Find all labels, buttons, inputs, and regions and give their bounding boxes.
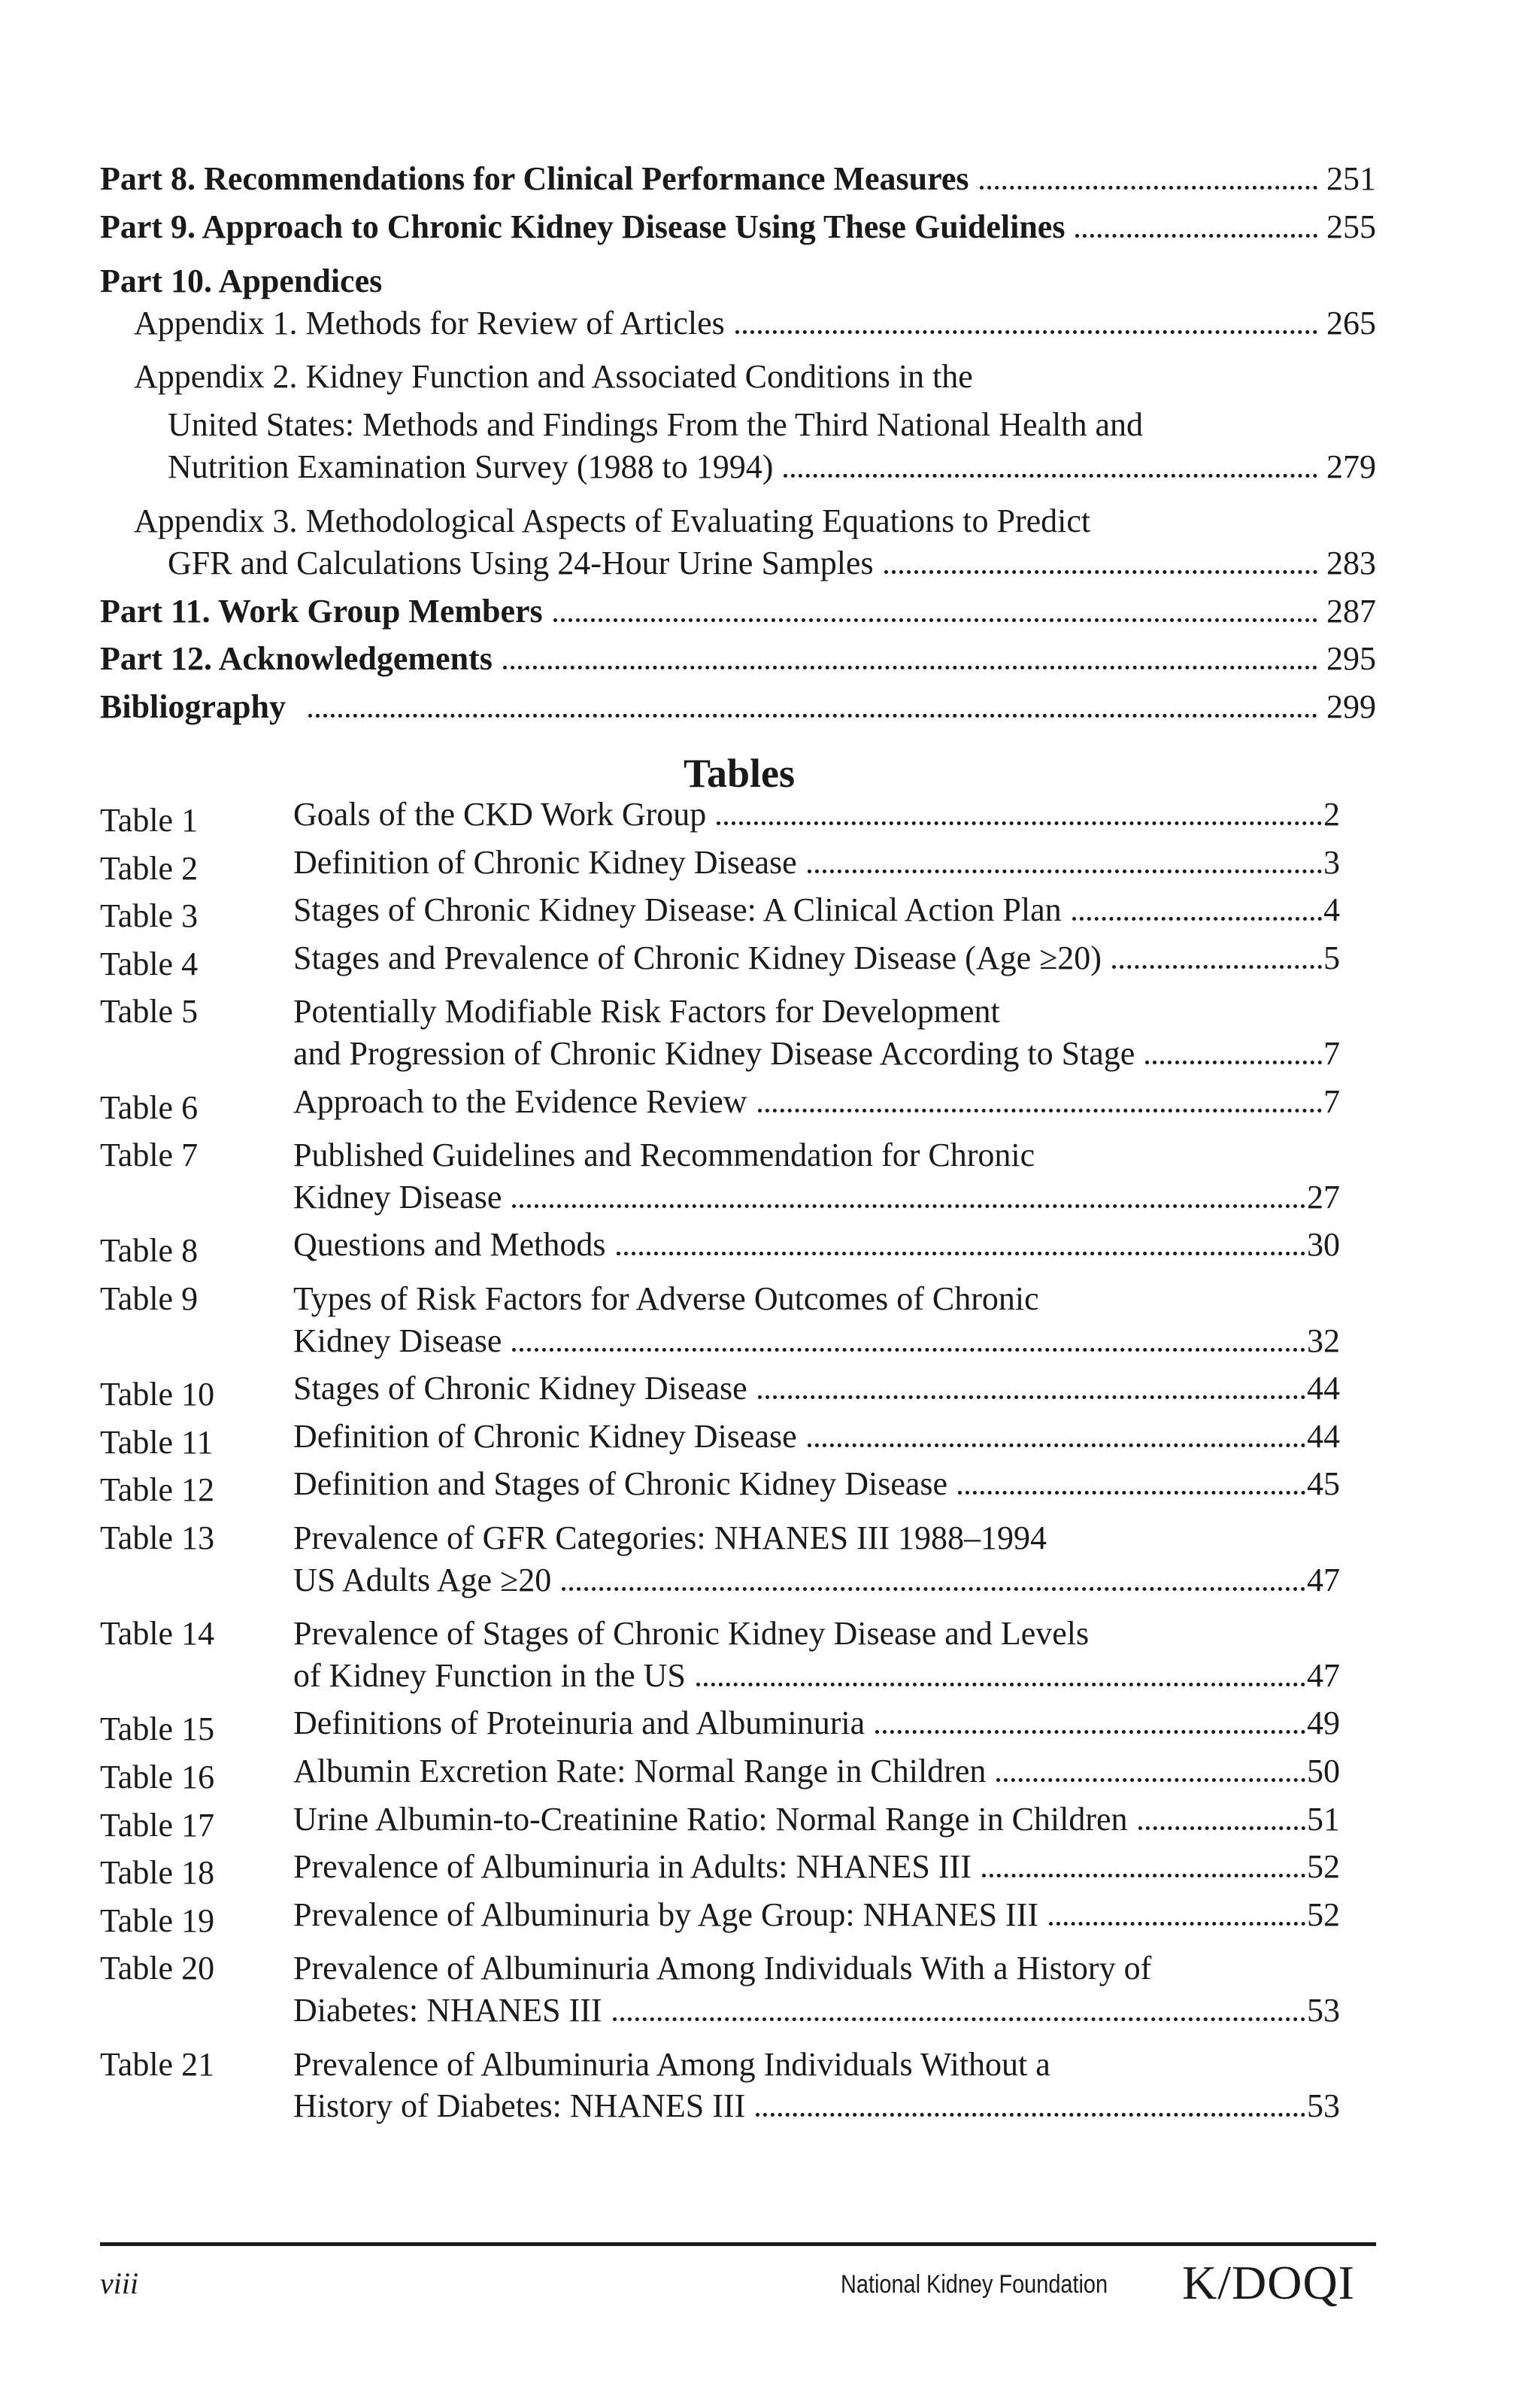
table-page-number: 32 [1307,1322,1340,1359]
table-entry [293,1801,1340,1850]
table-entry [293,1993,1340,2041]
toc-page-number: 251 [1326,160,1376,197]
toc-entry-label: Appendix 1. Methods for Review of Articles [134,307,735,340]
table-page-number: 4 [1323,891,1340,929]
table-title: Urine Albumin-to-Creatinine Ratio: Normal Range in Children [293,1803,1138,1836]
table-number: Table 19 [100,1902,215,1939]
toc-page-number: 279 [1326,448,1376,485]
table-title-line: Prevalence of GFR Categories: NHANES III 1988–1994 [293,1519,1047,1556]
table-page-number: 5 [1323,939,1340,976]
table-title-line: Prevalence of Albuminuria Among Individuals Without a [293,2045,1050,2083]
table-number: Table 21 [100,2045,215,2083]
table-title: Approach to the Evidence Review [293,1085,758,1119]
dot-leader [1075,234,1317,238]
toc-entry-part-9 [100,209,1376,257]
table-title: Diabetes: NHANES III [293,1994,613,2027]
table-title: History of Diabetes: NHANES III [293,2090,756,2123]
table-title: Definition and Stages of Chronic Kidney Disease [293,1468,958,1501]
table-title: Definition of Chronic Kidney Disease [293,846,808,879]
table-number: Table 17 [100,1806,215,1844]
table-title: Kidney Disease [293,1181,512,1214]
toc-entry-part-11 [100,593,1376,642]
table-page-number: 44 [1307,1417,1340,1455]
table-entry [293,1227,1340,1275]
table-page-number: 2 [1323,796,1340,833]
table-title: Questions and Methods [293,1228,617,1261]
table-entry [293,1419,1340,1467]
table-page-number: 53 [1307,1992,1340,2029]
table-number: Table 20 [100,1950,215,1987]
table-number: Table 8 [100,1232,199,1270]
dot-leader [512,1348,1305,1352]
dot-leader [1145,1061,1322,1064]
dot-leader [784,474,1317,478]
table-title: Goals of the CKD Work Group [293,798,717,831]
dot-leader [717,821,1322,825]
toc-entry-bibliography [100,689,1376,737]
dot-leader [875,1730,1305,1734]
toc-entry-part-8 [100,161,1376,209]
table-number: Table 18 [100,1854,215,1892]
table-title-line: Types of Risk Factors for Adverse Outcomes of Chronic [293,1280,1039,1317]
table-entry [293,797,1340,845]
table-page-number: 44 [1307,1370,1340,1407]
dot-leader [756,2113,1305,2117]
toc-entry-part-10: Part 10. Appendices [100,263,383,299]
dot-leader [1112,965,1322,969]
table-number: Table 16 [100,1759,215,1795]
toc-page-number: 265 [1326,305,1376,341]
page-folio: viii [100,2266,139,2300]
toc-entry-appendix-2-line-1: Appendix 2. Kidney Function and Associated Conditions in the [134,358,973,395]
dot-leader [503,666,1317,669]
dot-leader [553,618,1317,622]
table-number: Table 1 [100,802,199,839]
dot-leader [982,1874,1305,1877]
table-entry [293,1370,1340,1419]
table-page-number: 7 [1323,1035,1340,1072]
toc-entry-label: Part 11. Work Group Members [100,595,553,628]
toc-entry-label: Part 12. Acknowledgements [100,642,503,675]
table-number: Table 10 [100,1376,215,1413]
table-page-number: 30 [1307,1226,1340,1264]
table-page-number: 27 [1307,1178,1340,1216]
table-entry [293,1705,1340,1753]
table-entry [293,1466,1340,1514]
dot-leader [884,570,1317,574]
table-page-number: 50 [1307,1753,1340,1789]
toc-entry-appendix-1 [134,305,1376,354]
table-number: Table 11 [100,1423,214,1461]
table-number: Table 7 [100,1137,199,1174]
toc-entry-label: Part 8. Recommendations for Clinical Performance Measures [100,162,980,196]
toc-page-number: 283 [1326,545,1376,581]
dot-leader [562,1587,1305,1591]
table-title-line: Potentially Modifiable Risk Factors for Development [293,993,1000,1031]
toc-page-number: 295 [1326,640,1376,677]
dot-leader [512,1204,1305,1208]
table-entry [293,845,1340,893]
table-number: Table 13 [100,1519,215,1556]
dot-leader [808,1443,1305,1447]
table-title: Stages and Prevalence of Chronic Kidney Disease (Age ≥20) [293,942,1112,975]
table-entry [293,2088,1340,2136]
table-number: Table 3 [100,897,199,935]
table-number: Table 14 [100,1615,215,1653]
dot-leader [808,870,1322,873]
table-entry [293,1084,1340,1132]
table-title: Stages of Chronic Kidney Disease [293,1372,758,1405]
table-title: Albumin Excretion Rate: Normal Range in Children [293,1755,996,1788]
dot-leader [696,1683,1305,1686]
table-entry [293,1658,1340,1706]
table-page-number: 7 [1323,1082,1340,1120]
table-entry [293,940,1340,988]
dot-leader [758,1395,1305,1399]
dot-leader [735,330,1317,334]
table-title-line: Prevalence of Stages of Chronic Kidney Disease and Levels [293,1615,1090,1653]
table-page-number: 52 [1307,1896,1340,1933]
toc-entry-label: Bibliography [100,691,308,724]
table-page-number: 53 [1307,2087,1340,2125]
toc-entry-label: Part 9. Approach to Chronic Kidney Disease Using These Guidelines [100,211,1075,244]
table-page-number: 47 [1307,1656,1340,1694]
tables-heading: Tables [683,751,796,796]
dot-leader [617,1252,1305,1255]
table-entry [293,1562,1340,1610]
table-title: Definitions of Proteinuria and Albuminuria [293,1707,875,1740]
dot-leader [996,1778,1305,1782]
table-page-number: 52 [1307,1848,1340,1886]
table-title: Definition of Chronic Kidney Disease [293,1420,808,1453]
dot-leader [1049,1922,1305,1926]
table-entry [293,1849,1340,1897]
table-number: Table 9 [100,1280,199,1317]
table-entry [293,1036,1340,1084]
toc-entry-appendix-3 [168,545,1376,593]
table-title: Prevalence of Albuminuria in Adults: NHANES III [293,1850,982,1883]
dot-leader [758,1109,1322,1112]
table-entry [293,1753,1340,1801]
toc-entry-label: Nutrition Examination Survey (1988 to 1994) [168,451,784,484]
table-page-number: 51 [1307,1800,1340,1838]
toc-page-number: 255 [1326,208,1376,245]
kdoqi-logo: K/DOQI [1182,2256,1355,2309]
dot-leader [308,714,1317,718]
table-title: and Progression of Chronic Kidney Disease According to Stage [293,1037,1145,1070]
toc-page-number: 299 [1326,688,1376,725]
table-title-line: Published Guidelines and Recommendation for Chronic [293,1137,1035,1174]
table-page-number: 45 [1307,1465,1340,1503]
table-number: Table 12 [100,1471,215,1509]
dot-leader [1072,917,1322,921]
table-number: Table 2 [100,849,199,887]
dot-leader [1138,1826,1305,1830]
toc-entry-appendix-2-line-2: United States: Methods and Findings From the Third National Health and [168,406,1144,443]
table-title: Kidney Disease [293,1325,512,1358]
table-title: Stages of Chronic Kidney Disease: A Clinical Action Plan [293,894,1072,927]
dot-leader [613,2017,1305,2021]
toc-entry-part-12 [100,641,1376,689]
table-number: Table 6 [100,1088,199,1126]
toc-entry-appendix-3-line-1: Appendix 3. Methodological Aspects of Evaluating Equations to Predict [134,502,1091,539]
table-page-number: 47 [1307,1561,1340,1598]
toc-entry-appendix-2 [168,449,1376,497]
table-page-number: 49 [1307,1704,1340,1742]
table-entry [293,1897,1340,1945]
table-number: Table 4 [100,945,199,982]
table-title: US Adults Age ≥20 [293,1564,562,1597]
table-entry [293,1179,1340,1228]
footer-rule [100,2242,1376,2246]
table-number: Table 5 [100,993,199,1031]
table-title: of Kidney Function in the US [293,1659,696,1692]
dot-leader [958,1491,1305,1495]
publisher-name: National Kidney Foundation [841,2270,1108,2299]
table-number: Table 15 [100,1710,215,1748]
toc-page-number: 287 [1326,593,1376,630]
toc-entry-label: GFR and Calculations Using 24-Hour Urine Samples [168,547,884,580]
table-title: Prevalence of Albuminuria by Age Group: NHANES III [293,1899,1049,1932]
table-entry [293,1323,1340,1371]
table-page-number: 3 [1323,843,1340,881]
table-title-line: Prevalence of Albuminuria Among Individuals With a History of [293,1950,1152,1987]
table-entry [293,892,1340,940]
dot-leader [980,186,1317,190]
